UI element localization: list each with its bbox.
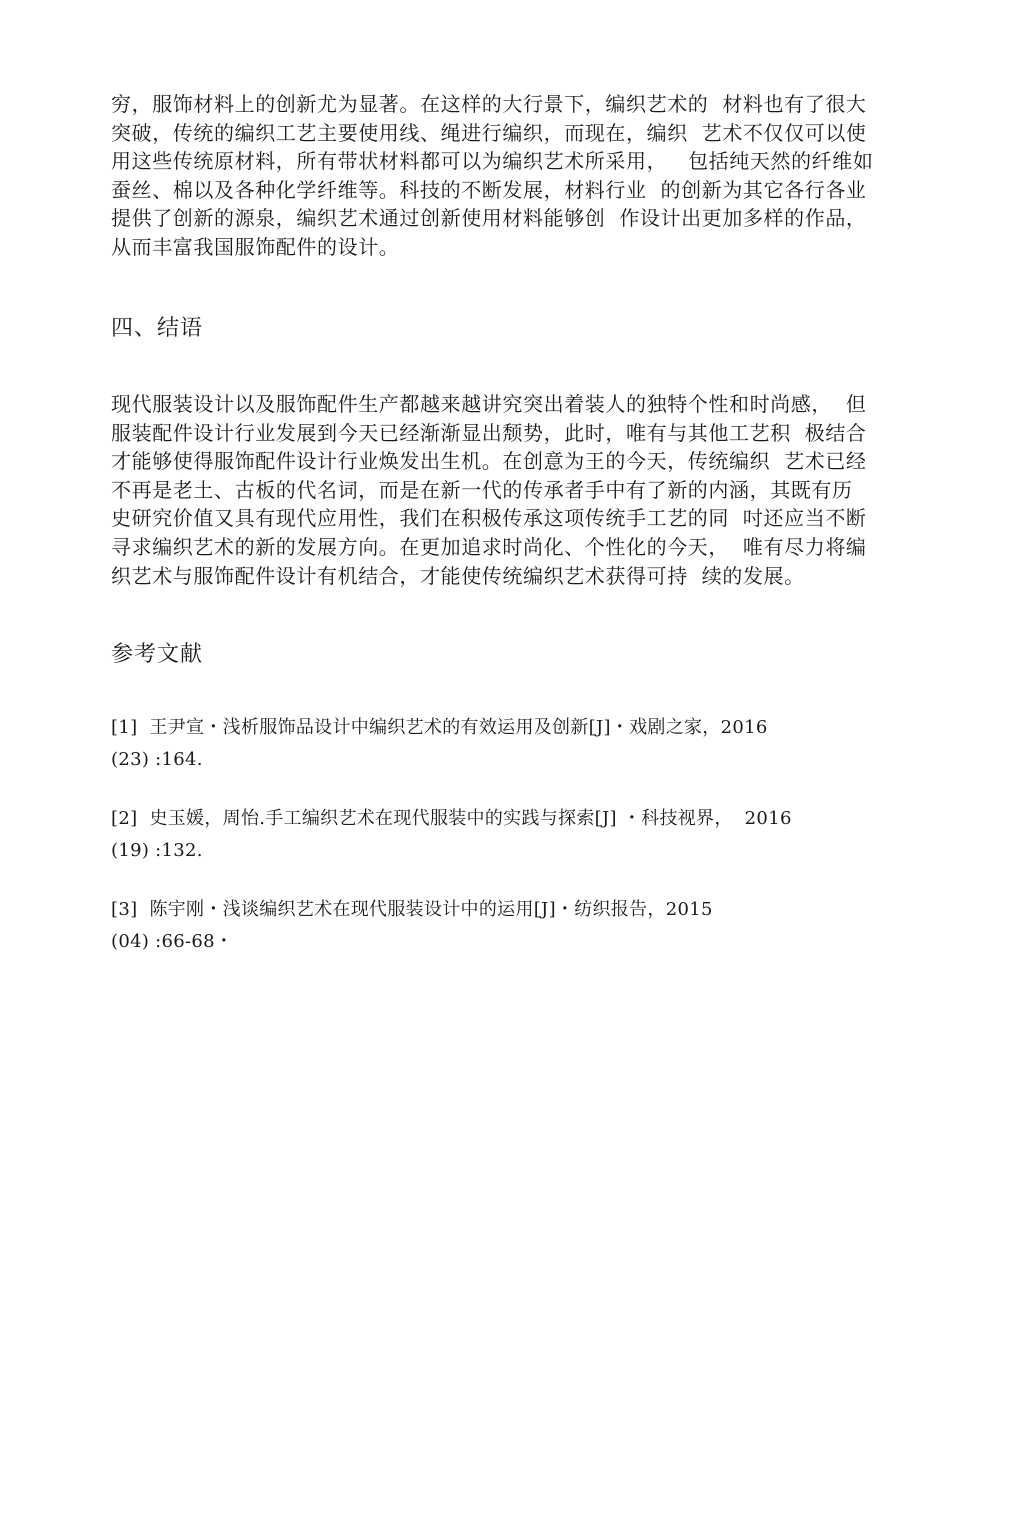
reference-line: (19) :132.: [111, 840, 203, 861]
paragraph-line: 服装配件设计行业发展到今天已经渐渐显出颓势，此时，唯有与其他工艺积 极结合: [111, 420, 867, 445]
paragraph-line: 寻求编织艺术的新的发展方向。在更加追求时尚化、个性化的今天， 唯有尽力将编: [111, 534, 867, 559]
paragraph-line: 蚕丝、棉以及各种化学纤维等。科技的不断发展，材料行业 的创新为其它各行各业: [111, 177, 867, 202]
reference-line: (04) :66-68・: [111, 931, 234, 952]
intro-paragraph: [111, 90, 921, 262]
paragraph-line: 才能够使得服饰配件设计行业焕发出生机。在创意为王的今天，传统编织 艺术已经: [111, 449, 867, 474]
reference-item: [111, 712, 921, 776]
reference-item: [111, 803, 921, 867]
reference-line: [1] 王尹宣・浅析服饰品设计中编织艺术的有效运用及创新[J]・戏剧之家，2016: [111, 717, 768, 738]
paragraph-line: 史研究价值又具有现代应用性，我们在积极传承这项传统手工艺的同 吋还应当不断: [111, 506, 867, 531]
reference-line: [3] 陈宇刚・浅谈编织艺术在现代服装设计中的运用[J]・纺织报告，2015: [111, 899, 713, 920]
paragraph-line: 现代服装设计以及服饰配件生产都越来越讲究突出着装人的独特个性和时尚感， 但: [111, 392, 867, 416]
reference-line: (23) :164.: [111, 749, 203, 770]
paragraph-line: 不再是老土、古板的代名词，而是在新一代的传承者手中有了新的内涵，其既有历: [111, 477, 853, 502]
paragraph-line: 织艺术与服饰配件设计有机结合，才能使传统编织艺术获得可持 续的发展。: [111, 563, 805, 588]
paragraph-line: 穷，服饰材料上的创新尤为显著。在这样的大行景下，编织艺术的 材料也有了很大: [111, 92, 867, 116]
paragraph-line: 提供了创新的源泉，编织艺术通过创新使用材料能够创 作设计出更加多样的作品，: [111, 206, 867, 231]
reference-line: [2] 史玉媛，周怡.手工编织艺术在现代服装中的实践与探索[J] ・科技视界， 2016: [111, 808, 792, 829]
conclusion-paragraph: [111, 390, 921, 590]
paragraph-line: 突破，传统的编织工艺主要使用线、绳进行编织，而现在，编织 艺术不仅仅可以使: [111, 120, 867, 145]
reference-item: [111, 894, 921, 958]
section-heading-conclusion: 四、结语: [111, 316, 204, 341]
paragraph-line: 用这些传统原材料，所有带状材料都可以为编织艺术所采用， 包括纯天然的纤维如: [111, 149, 874, 174]
paragraph-line: 从而丰富我国服饰配件的设计。: [111, 234, 400, 259]
section-heading-references: 参考文献: [111, 642, 204, 667]
